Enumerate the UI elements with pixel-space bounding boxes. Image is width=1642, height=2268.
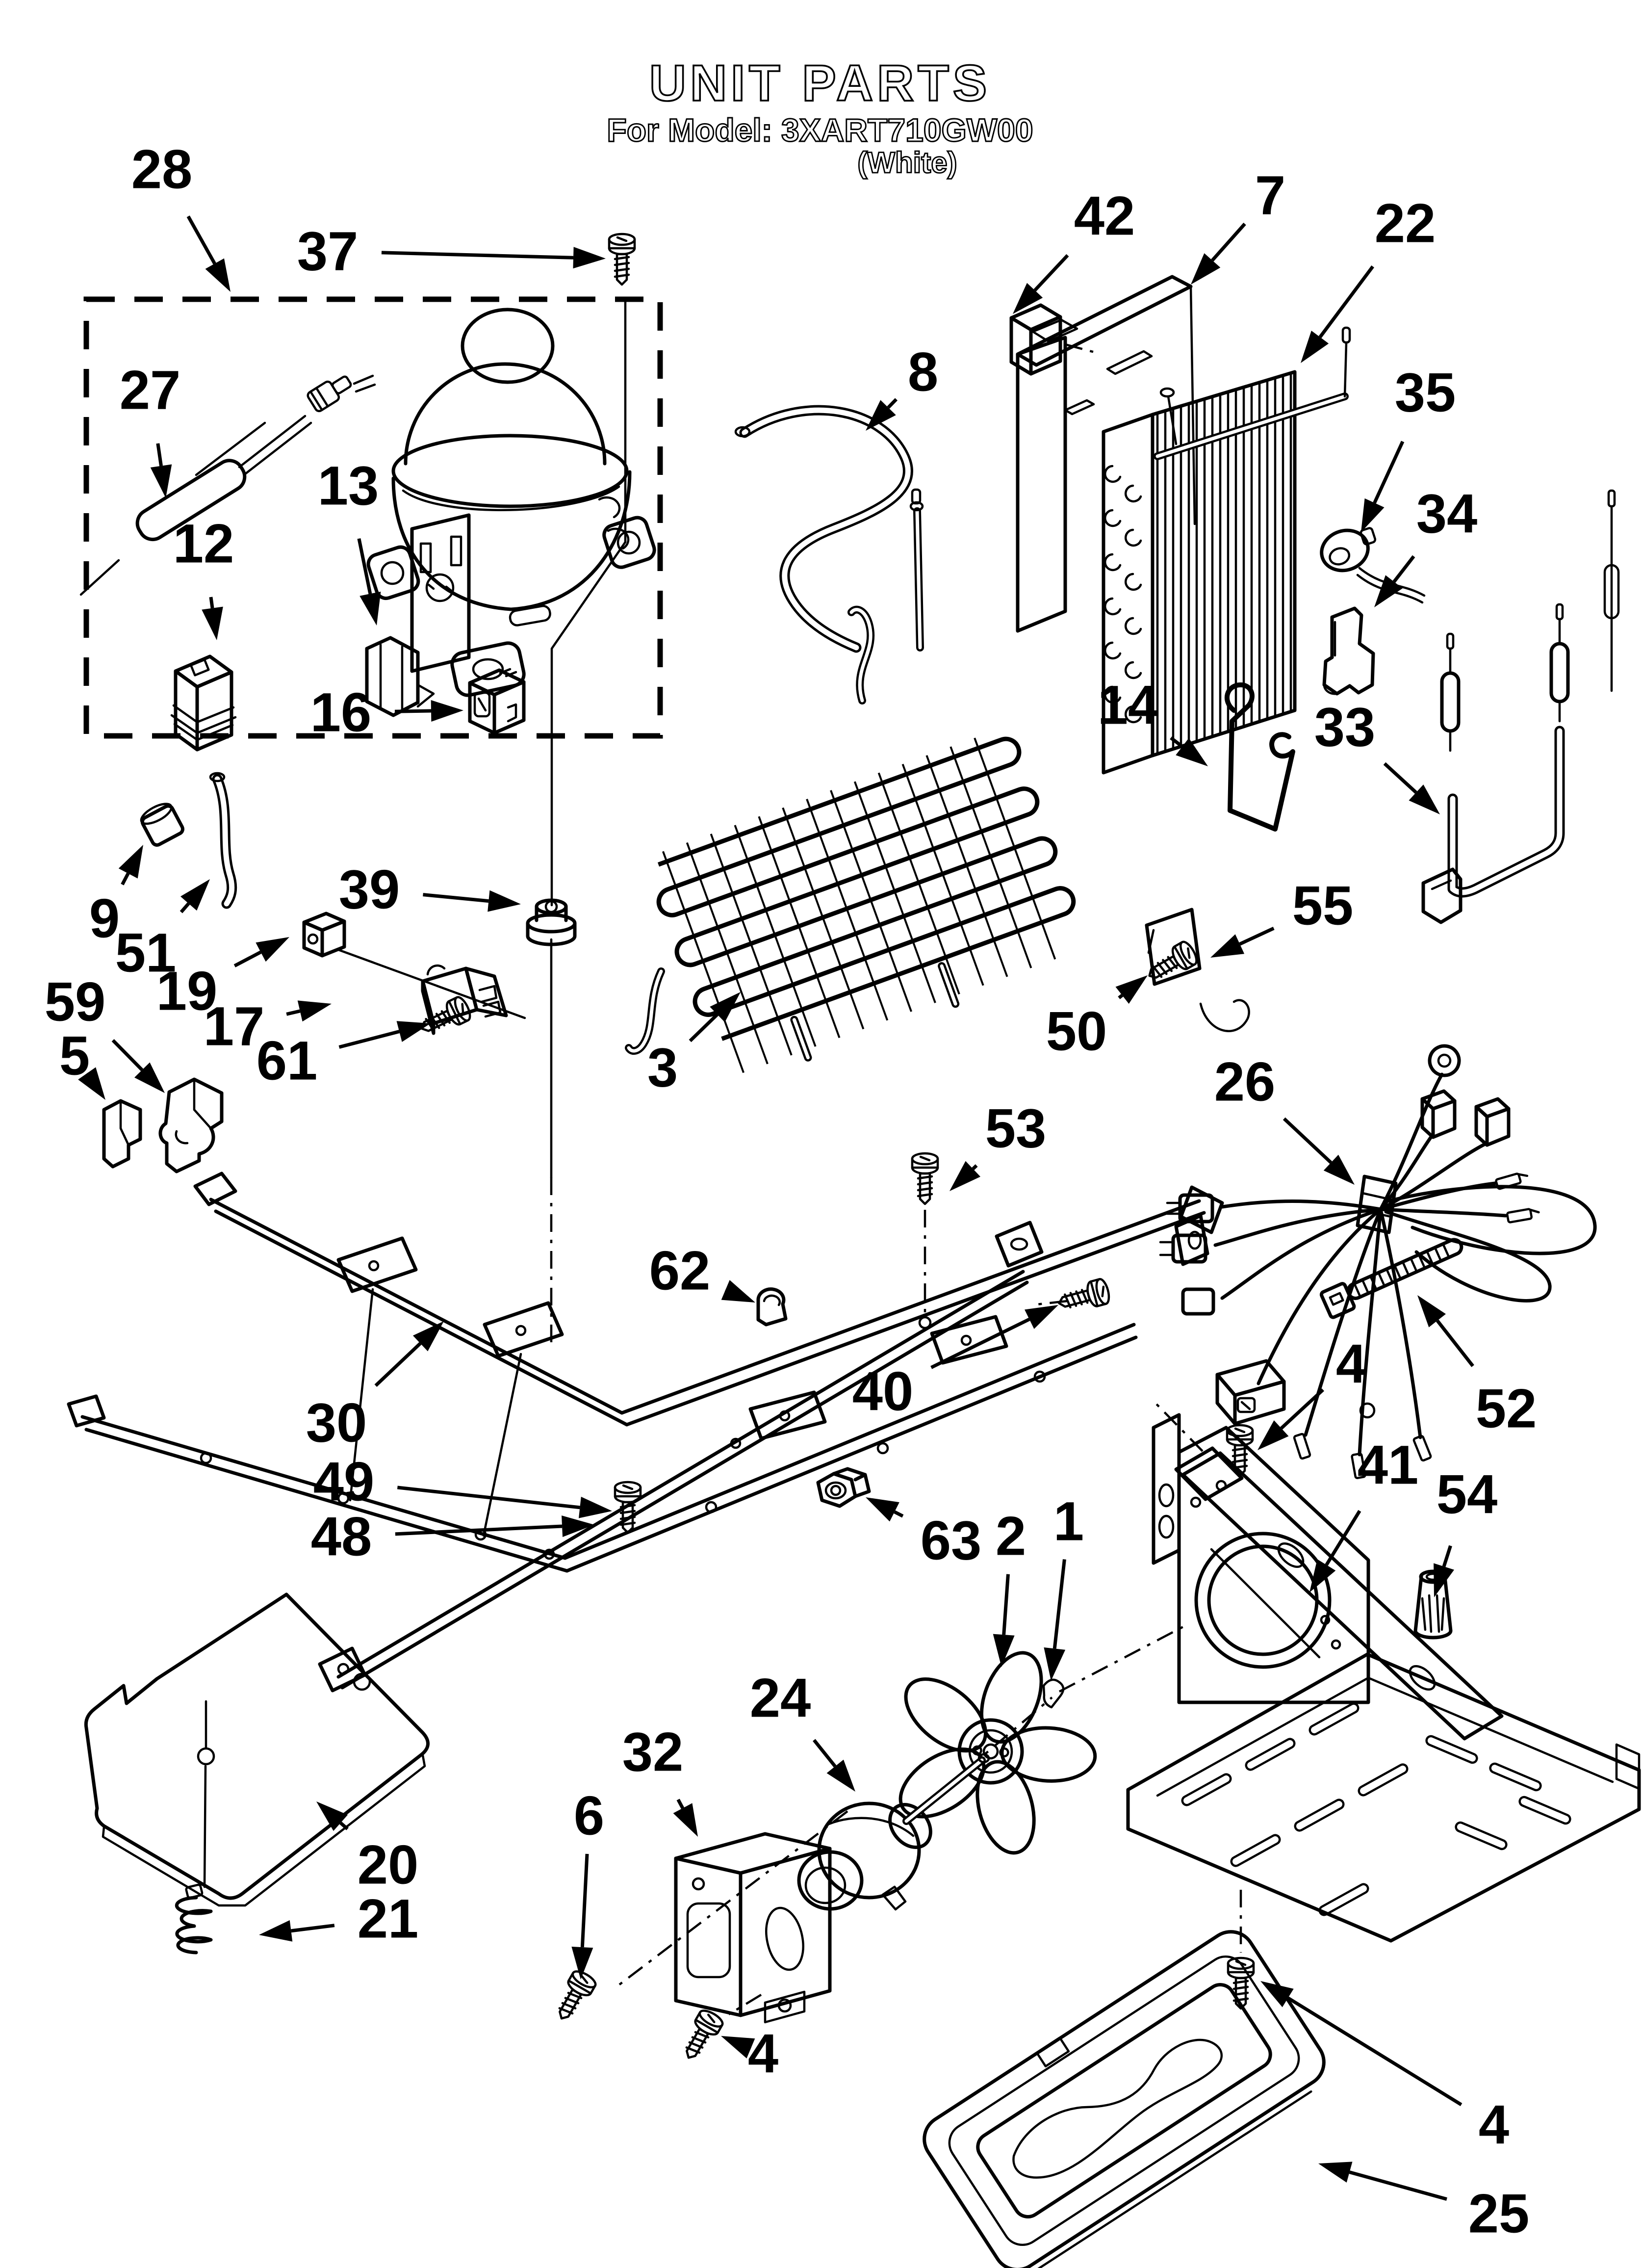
part-3-evaporator bbox=[629, 610, 1093, 1088]
callout-number-1: 1 bbox=[1053, 1490, 1084, 1552]
part-5-clip bbox=[104, 1101, 140, 1167]
callout-55 bbox=[1210, 875, 1353, 958]
part-34-clip bbox=[1324, 608, 1373, 694]
part-1-clip bbox=[1044, 1680, 1063, 1707]
page-title: UNIT PARTS bbox=[649, 55, 991, 112]
callout-7 bbox=[1191, 165, 1285, 285]
callout-32 bbox=[622, 1721, 698, 1837]
callout-number-20: 20 bbox=[357, 1834, 419, 1896]
callout-number-22: 22 bbox=[1374, 192, 1436, 254]
part-8-discharge-tube bbox=[736, 410, 923, 648]
callout-number-54: 54 bbox=[1436, 1463, 1498, 1525]
callout-53 bbox=[949, 1098, 1046, 1192]
callout-number-27: 27 bbox=[119, 359, 181, 421]
part-32-motor-bracket bbox=[619, 1811, 847, 2022]
callout-6 bbox=[571, 1785, 604, 1980]
callout-number-37: 37 bbox=[297, 220, 359, 282]
part-63-nut bbox=[818, 1469, 869, 1506]
callout-number-61: 61 bbox=[256, 1030, 318, 1092]
callout-number-3: 3 bbox=[647, 1037, 678, 1098]
callout-number-35: 35 bbox=[1394, 362, 1456, 423]
part-53-screw bbox=[912, 1153, 938, 1204]
callout-number-9: 9 bbox=[89, 887, 120, 949]
callout-number-4: 4 bbox=[747, 2023, 779, 2085]
callout-layer bbox=[45, 139, 1537, 2244]
callout-34 bbox=[1374, 483, 1477, 608]
callout-number-6: 6 bbox=[573, 1785, 605, 1847]
callout-number-8: 8 bbox=[907, 341, 939, 403]
callout-30 bbox=[306, 1321, 444, 1454]
part-25-drain-pan bbox=[915, 1923, 1336, 2268]
callout-number-53: 53 bbox=[985, 1097, 1047, 1159]
part-62-clip bbox=[758, 1289, 786, 1325]
part-33-heat-exchanger bbox=[1423, 491, 1618, 922]
callout-8 bbox=[866, 341, 938, 431]
callout-39 bbox=[339, 859, 521, 920]
callout-number-7: 7 bbox=[1255, 164, 1286, 226]
callout-number-2: 2 bbox=[995, 1505, 1026, 1567]
part-4-screw-bottom bbox=[677, 2007, 725, 2064]
callout-number-24: 24 bbox=[749, 1667, 811, 1729]
callout-33 bbox=[1314, 697, 1440, 815]
callout-25 bbox=[1318, 2162, 1529, 2244]
callout-number-17: 17 bbox=[203, 995, 265, 1057]
callout-4 bbox=[721, 2023, 778, 2085]
callout-50 bbox=[1046, 975, 1148, 1062]
callout-4 bbox=[1260, 1981, 1509, 2156]
part-59-clip bbox=[160, 1079, 222, 1172]
callout-number-52: 52 bbox=[1475, 1378, 1537, 1439]
callout-number-4: 4 bbox=[1478, 2094, 1510, 2156]
callout-12 bbox=[173, 513, 234, 641]
callout-number-16: 16 bbox=[310, 681, 372, 743]
callout-13 bbox=[318, 455, 381, 626]
callout-number-5: 5 bbox=[59, 1025, 90, 1087]
callout-1 bbox=[1044, 1491, 1084, 1681]
callout-41 bbox=[1309, 1434, 1418, 1593]
color-note: (White) bbox=[857, 146, 957, 179]
callout-22 bbox=[1301, 193, 1436, 364]
screw-37 bbox=[609, 234, 635, 285]
callout-number-30: 30 bbox=[306, 1392, 367, 1454]
part-51-drain-tube bbox=[210, 773, 232, 904]
part-6-screw bbox=[550, 1968, 598, 2025]
callout-number-55: 55 bbox=[1292, 875, 1354, 937]
part-19-cover bbox=[304, 913, 525, 1018]
part-50-bracket bbox=[1143, 910, 1249, 1031]
part-13-terminal-cover bbox=[367, 638, 434, 715]
callout-26 bbox=[1214, 1051, 1355, 1185]
callout-42 bbox=[1013, 185, 1135, 314]
callout-number-50: 50 bbox=[1046, 1000, 1107, 1062]
callout-52 bbox=[1417, 1295, 1537, 1439]
part-4-screw-right bbox=[1228, 1958, 1254, 2008]
callout-20 bbox=[316, 1801, 418, 1896]
callout-40 bbox=[852, 1305, 1058, 1422]
callout-number-39: 39 bbox=[338, 859, 400, 920]
header bbox=[607, 55, 1033, 179]
callout-number-26: 26 bbox=[1214, 1051, 1276, 1113]
callout-number-63: 63 bbox=[920, 1510, 982, 1571]
callout-21 bbox=[259, 1888, 418, 1950]
callout-54 bbox=[1434, 1464, 1497, 1598]
callout-number-41: 41 bbox=[1357, 1434, 1419, 1496]
callout-number-59: 59 bbox=[44, 971, 106, 1033]
part-42-damper bbox=[1011, 305, 1095, 374]
callout-number-19: 19 bbox=[156, 960, 218, 1022]
callout-62 bbox=[649, 1240, 755, 1303]
callout-number-25: 25 bbox=[1468, 2183, 1530, 2244]
callout-5 bbox=[59, 1025, 105, 1100]
callout-28 bbox=[131, 139, 231, 292]
callout-number-51: 51 bbox=[115, 922, 177, 984]
callout-number-32: 32 bbox=[622, 1721, 684, 1783]
part-40-screw bbox=[1056, 1278, 1111, 1316]
callout-number-4: 4 bbox=[1335, 1333, 1367, 1395]
callout-number-48: 48 bbox=[310, 1506, 372, 1567]
callout-number-33: 33 bbox=[1314, 696, 1376, 758]
callout-24 bbox=[750, 1668, 855, 1792]
callout-27 bbox=[120, 360, 181, 498]
part-30-frame bbox=[69, 1173, 1222, 1571]
callout-number-28: 28 bbox=[131, 138, 193, 200]
part-9-plug bbox=[138, 800, 184, 846]
callout-number-14: 14 bbox=[1097, 674, 1159, 736]
model-line: For Model: 3XART710GW00 bbox=[607, 112, 1033, 148]
callout-63 bbox=[866, 1497, 981, 1571]
part-39-grommet bbox=[528, 900, 575, 944]
callout-61 bbox=[257, 1021, 431, 1091]
callout-number-40: 40 bbox=[852, 1360, 914, 1422]
callout-number-49: 49 bbox=[313, 1451, 375, 1512]
callout-number-21: 21 bbox=[357, 1888, 419, 1950]
callout-37 bbox=[297, 221, 606, 282]
part-compressor bbox=[366, 310, 657, 698]
part-24-fan-motor bbox=[799, 1625, 1187, 1909]
callout-number-13: 13 bbox=[317, 455, 379, 517]
callout-number-34: 34 bbox=[1416, 483, 1478, 545]
callout-number-42: 42 bbox=[1074, 185, 1135, 247]
part-21-spring-grommet bbox=[177, 1766, 211, 1953]
part-16-connector bbox=[470, 669, 524, 733]
callout-number-12: 12 bbox=[173, 513, 234, 574]
callout-number-62: 62 bbox=[649, 1240, 711, 1302]
callout-2 bbox=[993, 1506, 1026, 1668]
